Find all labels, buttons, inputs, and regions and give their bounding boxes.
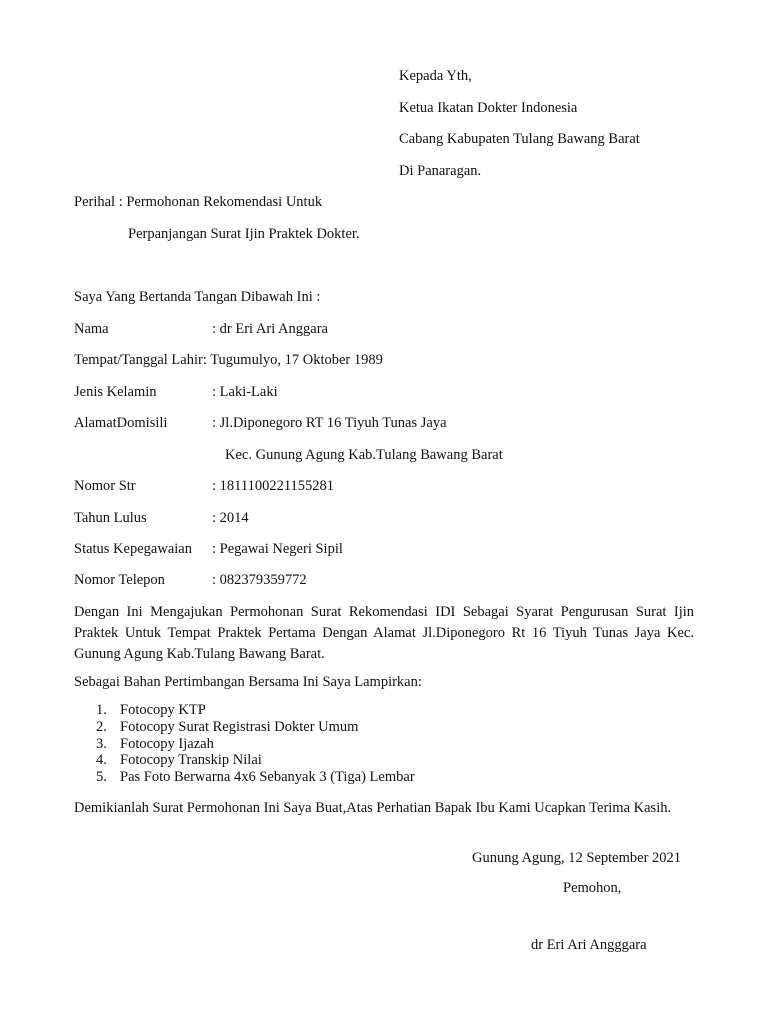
- list-item-number: 5.: [96, 769, 107, 785]
- field-label-jenis-kelamin: Jenis Kelamin: [74, 384, 157, 400]
- attachments-intro: Sebagai Bahan Pertimbangan Bersama Ini Saya Lampirkan:: [74, 674, 422, 690]
- list-item-text: Fotocopy Surat Registrasi Dokter Umum: [120, 719, 359, 735]
- subject-line-1: Perihal : Permohonan Rekomendasi Untuk: [74, 194, 323, 210]
- list-item-number: 4.: [96, 752, 107, 768]
- field-value-status: : Pegawai Negeri Sipil: [212, 541, 343, 557]
- subject-line-2: Perpanjangan Surat Ijin Praktek Dokter.: [128, 226, 360, 242]
- field-label-ttl: Tempat/Tanggal Lahir: Tugumulyo, 17 Oktober 1989: [74, 352, 383, 368]
- field-value-nomor-str: : 1811100221155281: [212, 478, 335, 494]
- list-item-number: 3.: [96, 736, 107, 752]
- recipient-line-1: Kepada Yth,: [399, 68, 472, 84]
- field-label-nama: Nama: [74, 321, 109, 337]
- list-item: [96, 736, 214, 753]
- field-label-nomor-str: Nomor Str: [74, 478, 136, 494]
- signature-role: Pemohon,: [563, 880, 622, 896]
- list-item-text: Fotocopy Transkip Nilai: [120, 752, 262, 768]
- list-item-number: 2.: [96, 719, 107, 735]
- signature-place-date: Gunung Agung, 12 September 2021: [472, 850, 682, 866]
- list-item: [96, 702, 206, 719]
- list-item-text: Fotocopy KTP: [120, 702, 206, 718]
- field-value-alamat: : Jl.Diponegoro RT 16 Tiyuh Tunas Jaya: [212, 415, 447, 431]
- recipient-line-3: Cabang Kabupaten Tulang Bawang Barat: [399, 131, 640, 147]
- field-label-tahun-lulus: Tahun Lulus: [74, 510, 147, 526]
- field-value-telepon: : 082379359772: [212, 572, 307, 588]
- recipient-line-2: Ketua Ikatan Dokter Indonesia: [399, 100, 578, 116]
- list-item: [96, 752, 262, 769]
- field-value-tahun-lulus: : 2014: [212, 510, 249, 526]
- list-item: [96, 769, 415, 786]
- field-value-jenis-kelamin: : Laki-Laki: [212, 384, 278, 400]
- list-item-text: Pas Foto Berwarna 4x6 Sebanyak 3 (Tiga) Lembar: [120, 769, 415, 785]
- field-label-telepon: Nomor Telepon: [74, 572, 165, 588]
- field-value-alamat-cont: Kec. Gunung Agung Kab.Tulang Bawang Barat: [225, 447, 503, 463]
- recipient-line-4: Di Panaragan.: [399, 163, 482, 179]
- list-item-number: 1.: [96, 702, 107, 718]
- list-item: [96, 719, 358, 736]
- signature-name: dr Eri Ari Angggara: [531, 937, 647, 953]
- list-item-text: Fotocopy Ijazah: [120, 736, 214, 752]
- body-paragraph: Dengan Ini Mengajukan Permohonan Surat Rekomendasi IDI Sebagai Syarat Pengurusan Surat Ijin Praktek Untuk Tempat Praktek Pertama Dengan Alamat Jl.Diponegoro Rt 16 Tiyuh Tunas Jaya Kec. Gunung Agung Kab.Tulang Bawang Barat.: [74, 604, 694, 662]
- field-label-alamat: AlamatDomisili: [74, 415, 168, 431]
- field-label-status: Status Kepegawaian: [74, 541, 192, 557]
- closing-paragraph: Demikianlah Surat Permohonan Ini Saya Buat,Atas Perhatian Bapak Ibu Kami Ucapkan Terima Kasih.: [74, 800, 672, 816]
- intro-text: Saya Yang Bertanda Tangan Dibawah Ini :: [74, 289, 321, 305]
- field-value-nama: : dr Eri Ari Anggara: [212, 321, 328, 337]
